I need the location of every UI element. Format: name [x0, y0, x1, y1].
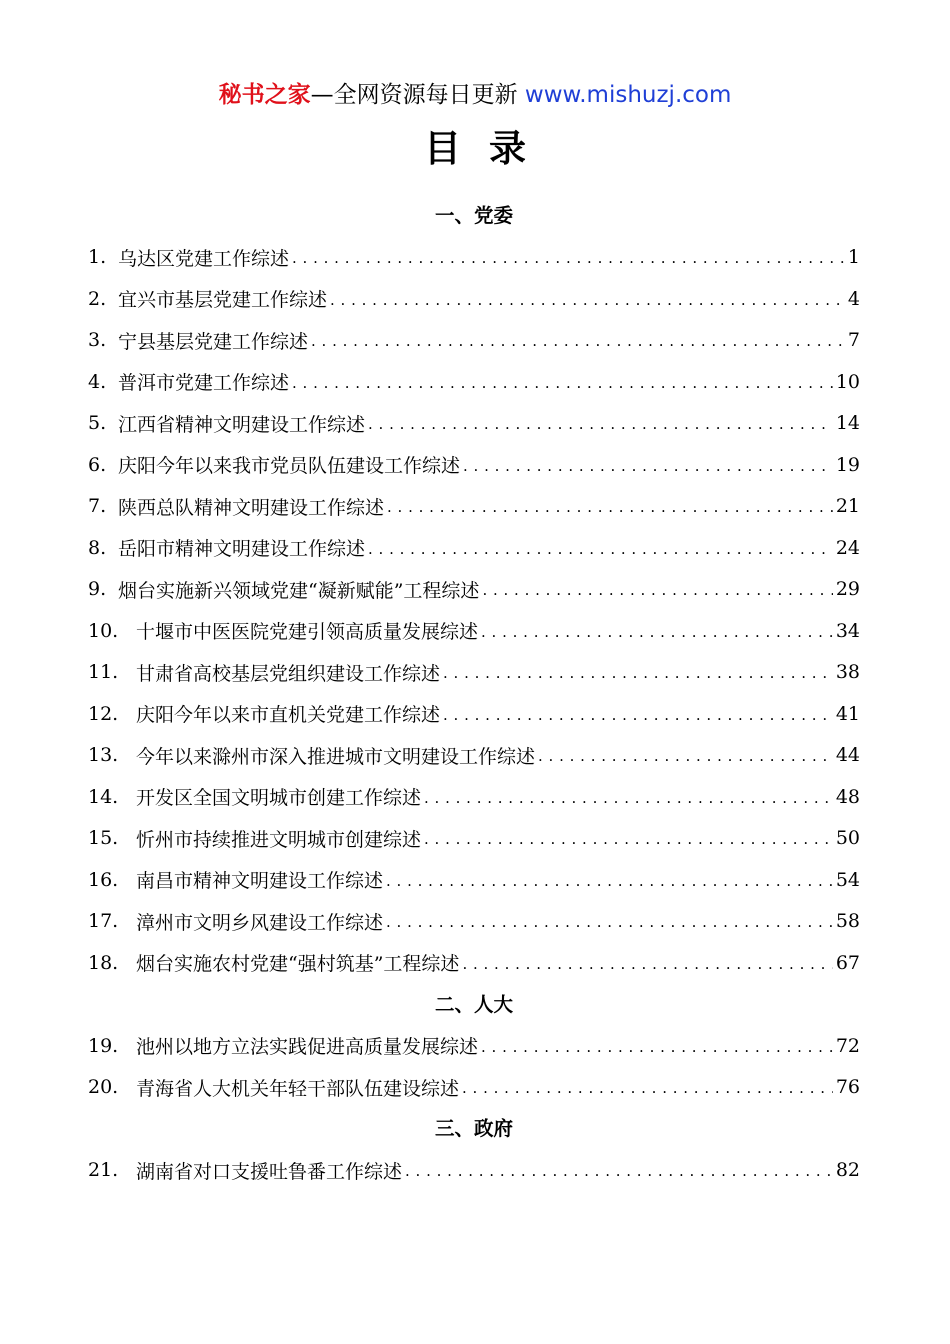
dot-leader [481, 620, 833, 644]
entry-title: 漳州市文明乡风建设工作综述 [136, 911, 384, 934]
toc-entry[interactable] [88, 901, 860, 943]
entry-page-number: 67 [835, 951, 860, 974]
entry-title: 江西省精神文明建设工作综述 [118, 413, 366, 436]
entry-title: 乌达区党建工作综述 [118, 247, 290, 270]
table-of-contents [88, 195, 860, 1191]
toc-entry[interactable] [88, 1025, 860, 1067]
entry-page-number: 21 [835, 495, 860, 518]
entry-page-number: 82 [835, 1159, 860, 1182]
toc-entry[interactable] [88, 403, 860, 445]
dot-leader [368, 537, 833, 561]
toc-entry[interactable] [88, 278, 860, 320]
toc-entry[interactable] [88, 361, 860, 403]
entry-number: 16. [88, 868, 119, 891]
entry-title: 甘肃省高校基层党组织建设工作综述 [136, 662, 441, 685]
entry-number: 7. [88, 495, 107, 518]
toc-entry[interactable] [88, 859, 860, 901]
entry-page-number: 44 [835, 744, 860, 767]
toc-entry[interactable] [88, 444, 860, 486]
toc-entry[interactable] [88, 942, 860, 984]
entry-number: 2. [88, 287, 107, 310]
entry-page-number: 48 [835, 785, 860, 808]
entry-title: 陕西总队精神文明建设工作综述 [118, 496, 385, 519]
dot-leader [292, 246, 845, 270]
toc-entry[interactable] [88, 652, 860, 694]
entry-page-number: 14 [835, 412, 860, 435]
dot-leader [386, 869, 833, 893]
entry-title: 忻州市持续推进文明城市创建综述 [136, 828, 422, 851]
entry-title: 池州以地方立法实践促进高质量发展综述 [136, 1036, 479, 1059]
toc-entry[interactable] [88, 735, 860, 777]
entry-number: 11. [88, 661, 119, 684]
toc-entry[interactable] [88, 610, 860, 652]
entry-number: 17. [88, 910, 119, 933]
toc-entry[interactable] [88, 527, 860, 569]
entry-page-number: 29 [835, 578, 860, 601]
entry-title: 今年以来滁州市深入推进城市文明建设工作综述 [136, 745, 536, 768]
dot-leader [292, 371, 833, 395]
entry-page-number: 10 [835, 370, 860, 393]
entry-title: 南昌市精神文明建设工作综述 [136, 870, 384, 893]
toc-entry[interactable] [88, 569, 860, 611]
entry-page-number: 34 [835, 619, 860, 642]
section-heading: 一、党委 [434, 204, 513, 227]
dot-leader [443, 661, 833, 685]
toc-entry[interactable] [88, 237, 860, 279]
entry-number: 14. [88, 785, 119, 808]
entry-page-number: 38 [835, 661, 860, 684]
entry-number: 12. [88, 702, 119, 725]
dot-leader [424, 786, 833, 810]
entry-page-number: 41 [835, 702, 860, 725]
entry-number: 20. [88, 1076, 119, 1099]
toc-entry[interactable] [88, 818, 860, 860]
dot-leader [462, 952, 832, 976]
section-heading: 三、政府 [434, 1117, 513, 1140]
entry-title: 青海省人大机关年轻干部队伍建设综述 [136, 1077, 460, 1100]
dot-leader [386, 910, 833, 934]
dot-leader [405, 1159, 833, 1183]
toc-entry[interactable] [88, 776, 860, 818]
toc-entry[interactable] [88, 1067, 860, 1109]
entry-page-number: 58 [835, 910, 860, 933]
dot-leader [482, 578, 832, 602]
entry-title: 岳阳市精神文明建设工作综述 [118, 538, 366, 561]
toc-entry[interactable] [88, 486, 860, 528]
banner-brand: 秘书之家 [218, 82, 311, 108]
toc-title: 目录 [424, 126, 554, 170]
entry-title: 烟台实施新兴领域党建“凝新赋能”工程综述 [118, 579, 480, 602]
entry-number: 18. [88, 951, 119, 974]
entry-title: 烟台实施农村党建“强村筑基”工程综述 [136, 953, 460, 976]
entry-number: 21. [88, 1159, 119, 1182]
dot-leader [387, 495, 833, 519]
entry-number: 10. [88, 619, 119, 642]
entry-number: 3. [88, 329, 107, 352]
entry-page-number: 24 [835, 536, 860, 559]
dot-leader [538, 744, 833, 768]
entry-page-number: 7 [847, 329, 860, 352]
entry-number: 4. [88, 370, 107, 393]
toc-entry[interactable] [88, 693, 860, 735]
entry-number: 1. [88, 246, 107, 269]
entry-number: 13. [88, 744, 119, 767]
entry-number: 19. [88, 1034, 119, 1057]
entry-page-number: 4 [847, 287, 860, 310]
entry-title: 宜兴市基层党建工作综述 [118, 289, 328, 312]
entry-title: 湖南省对口支援吐鲁番工作综述 [136, 1160, 403, 1183]
entry-number: 9. [88, 578, 107, 601]
entry-page-number: 50 [835, 827, 860, 850]
entry-page-number: 19 [835, 453, 860, 476]
banner-slogan: —全网资源每日更新 [310, 82, 525, 108]
entry-title: 宁县基层党建工作综述 [118, 330, 309, 353]
entry-page-number: 72 [835, 1034, 860, 1057]
entry-number: 15. [88, 827, 119, 850]
entry-title: 开发区全国文明城市创建工作综述 [136, 787, 422, 810]
entry-title: 庆阳今年以来市直机关党建工作综述 [136, 704, 441, 727]
dot-leader [463, 454, 833, 478]
entry-number: 5. [88, 412, 107, 435]
entry-page-number: 54 [835, 868, 860, 891]
entry-number: 8. [88, 536, 107, 559]
toc-entry[interactable] [88, 1150, 860, 1192]
entry-page-number: 1 [847, 246, 860, 269]
entry-title: 十堰市中医医院党建引领高质量发展综述 [136, 621, 479, 644]
entry-title: 普洱市党建工作综述 [118, 372, 290, 395]
entry-number: 6. [88, 453, 107, 476]
toc-entry[interactable] [88, 320, 860, 362]
section-heading: 二、人大 [434, 992, 513, 1016]
dot-leader [462, 1076, 833, 1100]
entry-title: 庆阳今年以来我市党员队伍建设工作综述 [118, 455, 461, 478]
dot-leader [368, 412, 833, 436]
dot-leader [424, 827, 833, 851]
dot-leader [330, 288, 845, 312]
dot-leader [481, 1035, 833, 1059]
banner-url[interactable]: www.mishuzj.com [524, 82, 732, 108]
dot-leader [311, 329, 845, 353]
entry-page-number: 76 [835, 1076, 860, 1099]
site-banner [0, 78, 950, 112]
dot-leader [443, 703, 833, 727]
